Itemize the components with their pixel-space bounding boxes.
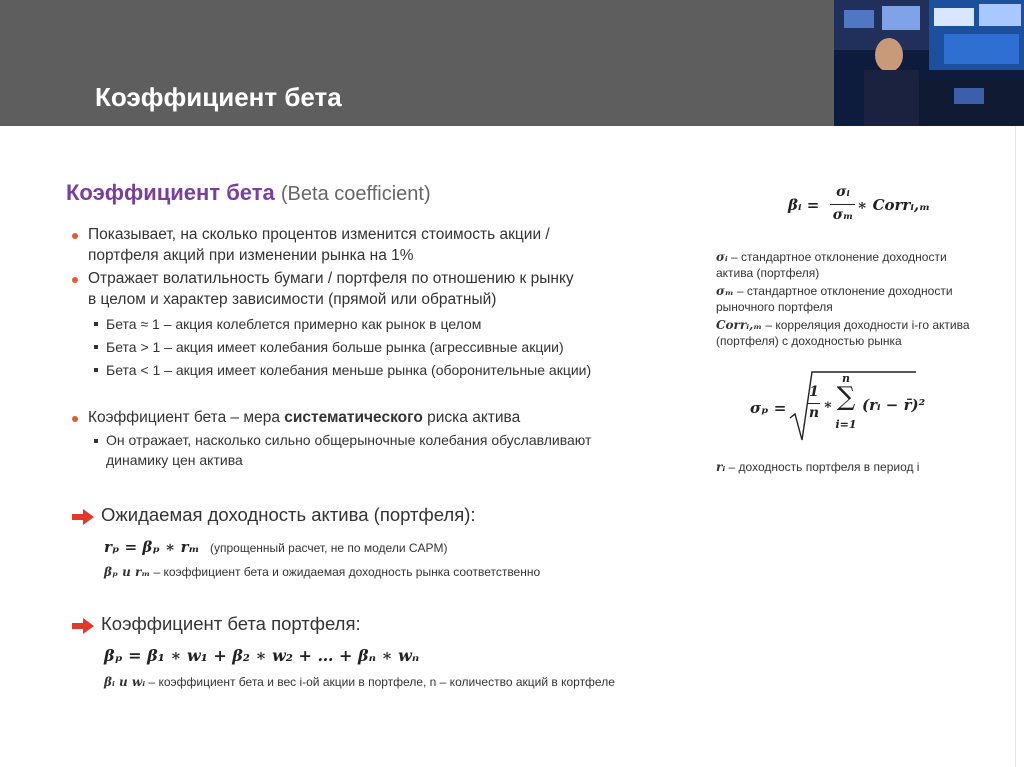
slide-title-sub: (Beta coefficient): [280, 183, 431, 205]
systematic-sub-line2: динамику цен актива: [106, 452, 243, 468]
def-corr: [716, 317, 970, 349]
bullet-1-line2: портфеля акций при изменении рынка на 1%: [88, 247, 414, 264]
portfolio-heading: Коэффициент бета портфеля:: [101, 613, 361, 634]
def-corr-sym: Corrᵢ,ₘ: [716, 318, 762, 332]
bullet-2-line2: в целом и характер зависимости (прямой или обратный): [88, 291, 497, 308]
systematic-text-bold: систематического: [284, 409, 423, 426]
sub-bullet-square: [94, 345, 98, 349]
expected-formula: rₚ = βₚ ∗ rₘ: [104, 538, 200, 556]
expected-desc-var: βₚ и rₘ: [104, 565, 151, 579]
bullet-dot: [72, 233, 78, 239]
bullet-2-line1: Отражает волатильность бумаги / портфеля по отношению к рынку: [88, 270, 574, 287]
sigma-star: ∗: [823, 397, 833, 413]
def-ri-sym: rᵢ: [716, 460, 726, 474]
sub-bullet-3: Бета < 1 – акция имеет колебания меньше рынка (оборонительные акции): [106, 362, 592, 378]
def-sigma-i: [716, 249, 947, 281]
expected-desc: [104, 564, 540, 580]
sigma-fraction-bar: [807, 403, 820, 404]
portfolio-desc-text: – коэффициент бета и вес i-ой акции в портфеле, n – количество акций в кортфеле: [145, 675, 615, 689]
beta-formula-den: σₘ: [832, 207, 854, 223]
sigma-sum-bottom: i=1: [835, 418, 857, 431]
systematic-text-after: риска актива: [422, 409, 521, 426]
trading-floor-illustration: [834, 0, 1024, 126]
sigma-term: (rᵢ − r̄)²: [862, 396, 926, 414]
bullet-dot: [72, 277, 78, 283]
expected-note: (упрощенный расчет, не по модели CAPM): [210, 541, 448, 555]
sigma-frac-num: 1: [809, 384, 819, 400]
systematic-sub: [106, 430, 591, 470]
systematic-text-before: Коэффициент бета – мера: [88, 409, 285, 426]
sub-bullet-square: [94, 322, 98, 326]
bullet-1-line1: Показывает, на сколько процентов изменится стоимость акции /: [88, 226, 550, 243]
sigma-sum-top: n: [842, 372, 850, 385]
slide-content: [0, 126, 1024, 767]
beta-formula-num: σᵢ: [836, 184, 850, 200]
bullet-1: [88, 224, 550, 266]
def-sigma-m-l2: рыночного портфеля: [716, 300, 833, 314]
def-sigma-i-sym: σᵢ: [716, 250, 728, 264]
beta-formula-lhs: βᵢ =: [788, 196, 820, 214]
portfolio-desc-var: βᵢ и wᵢ: [104, 675, 146, 689]
header-title: Коэффициент бета: [95, 82, 342, 112]
def-sigma-i-l2: актива (портфеля): [716, 266, 820, 280]
sigma-sum-symbol: ∑: [836, 382, 856, 412]
beta-formula-rhs: ∗ Corrᵢ,ₘ: [857, 196, 931, 214]
trading-floor-photo: [834, 0, 1024, 126]
sigma-frac-den: n: [808, 405, 820, 421]
def-ri-text: – доходность портфеля в период i: [725, 460, 920, 474]
expected-desc-text: – коэффициент бета и ожидаемая доходность рынка соответственно: [150, 565, 541, 579]
bullet-systematic: [88, 407, 520, 428]
def-sigma-m-l1: – стандартное отклонение доходности: [733, 284, 953, 298]
slide-title-main: Коэффициент бета: [66, 180, 275, 205]
red-arrow-icon: [72, 509, 94, 525]
portfolio-formula: βₚ = β₁ ∗ w₁ + β₂ ∗ w₂ + … + βₙ ∗ wₙ: [104, 646, 420, 665]
def-sigma-m: [716, 283, 953, 315]
sub-bullet-1: Бета ≈ 1 – акция колеблется примерно как рынок в целом: [106, 316, 482, 332]
header-bar: [0, 0, 834, 126]
def-corr-l2: (портфеля) с доходностью рынка: [716, 334, 902, 348]
bullet-dot: [72, 416, 78, 422]
portfolio-desc: [104, 674, 615, 690]
def-corr-l1: – корреляция доходности i-го актива: [762, 318, 970, 332]
slide-edge: [1015, 126, 1016, 767]
sigma-formula-lhs: σₚ =: [750, 399, 787, 417]
beta-fraction-bar: [830, 204, 855, 205]
bullet-2: [88, 268, 574, 310]
def-sigma-m-sym: σₘ: [716, 284, 734, 298]
systematic-sub-line1: Он отражает, насколько сильно общерыночные колебания обуславливают: [106, 432, 592, 448]
def-sigma-i-l1: – стандартное отклонение доходности: [727, 250, 947, 264]
def-ri: [716, 459, 919, 475]
red-arrow-icon: [72, 618, 94, 634]
sub-bullet-2: Бета > 1 – акция имеет колебания больше рынка (агрессивные акции): [106, 339, 564, 355]
sub-bullet-square: [94, 368, 98, 372]
expected-heading: Ожидаемая доходность актива (портфеля):: [101, 504, 476, 525]
sub-bullet-square: [94, 439, 98, 443]
slide-title: [66, 180, 431, 206]
